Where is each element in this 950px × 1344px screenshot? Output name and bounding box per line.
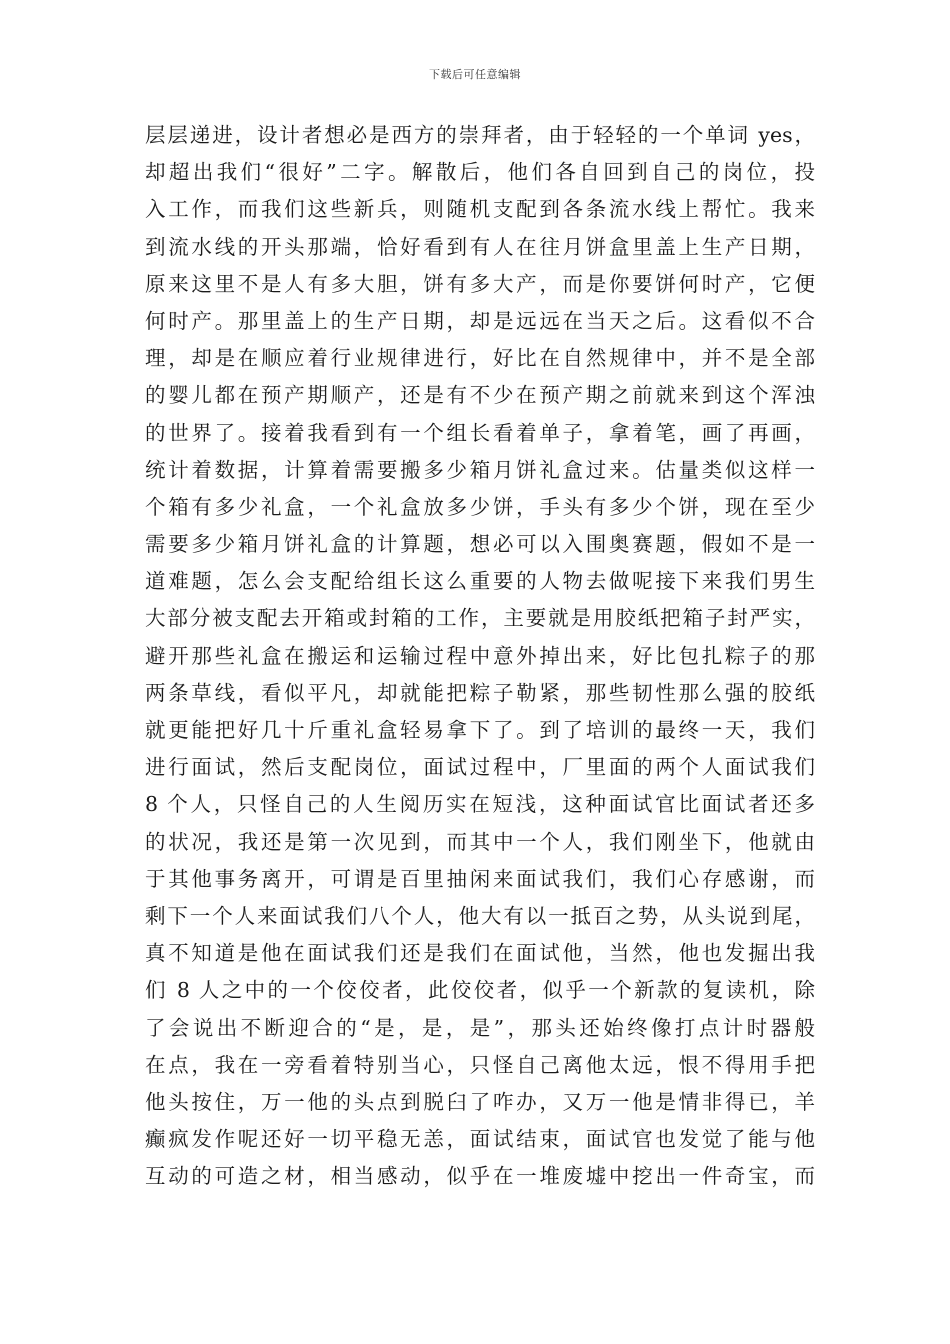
text-line: 癫疯发作呢还好一切平稳无恙，面试结束，面试官也发觉了能与他 <box>145 1127 815 1152</box>
text-line: 8 个人，只怪自己的人生阅历实在短浅，这种面试官比面试者还多 <box>145 792 815 817</box>
text-line: 的状况，我还是第一次见到，而其中一个人，我们刚坐下，他就由 <box>145 829 815 854</box>
text-line: 们 8 人之中的一个佼佼者，此佼佼者，似乎一个新款的复读机，除 <box>145 978 815 1003</box>
text-line: 就更能把好几十斤重礼盒轻易拿下了。到了培训的最终一天，我们 <box>145 718 815 742</box>
text-line: 个箱有多少礼盒，一个礼盒放多少饼，手头有多少个饼，现在至少 <box>145 494 815 519</box>
text-line: 统计着数据，计算着需要搬多少箱月饼礼盒过来。估量类似这样一 <box>145 457 815 482</box>
text-line: 剩下一个人来面试我们八个人，他大有以一抵百之势，从头说到尾， <box>145 903 815 928</box>
text-line: 大部分被支配去开箱或封箱的工作，主要就是用胶纸把箱子封严实， <box>145 606 815 631</box>
text-line: 进行面试，然后支配岗位，面试过程中，厂里面的两个人面试我们 <box>145 755 815 780</box>
text-line: 却超出我们“很好”二字。解散后，他们各自回到自己的岗位，投 <box>145 160 815 185</box>
text-line: 何时产。那里盖上的生产日期，却是远远在当天之后。这看似不合 <box>145 308 815 333</box>
text-line: 他头按住，万一他的头点到脱臼了咋办，又万一他是情非得已，羊 <box>145 1089 815 1114</box>
text-line: 互动的可造之材，相当感动，似乎在一堆废墟中挖出一件奇宝，而 <box>145 1164 815 1189</box>
text-line: 层层递进，设计者想必是西方的崇拜者，由于轻轻的一个单词 yes， <box>145 123 815 147</box>
text-line: 的婴儿都在预产期顺产，还是有不少在预产期之前就来到这个浑浊 <box>145 383 815 408</box>
text-line: 的世界了。接着我看到有一个组长看着单子，拿着笔，画了再画， <box>145 420 815 445</box>
text-line: 道难题，怎么会支配给组长这么重要的人物去做呢接下来我们男生 <box>145 569 815 594</box>
text-line: 真不知道是他在面试我们还是我们在面试他，当然，他也发掘出我 <box>145 941 815 966</box>
text-line: 入工作，而我们这些新兵，则随机支配到各条流水线上帮忙。我来 <box>145 197 815 222</box>
page-header: 下载后可任意编辑 <box>429 68 521 81</box>
text-line: 在点，我在一旁看着特别当心，只怪自己离他太远，恨不得用手把 <box>145 1052 815 1077</box>
text-line: 两条草线，看似平凡，却就能把粽子勒紧，那些韧性那么强的胶纸 <box>145 680 815 705</box>
body-text <box>145 117 815 1195</box>
text-line: 理，却是在顺应着行业规律进行，好比在自然规律中，并不是全部 <box>145 346 815 371</box>
text-line: 了会说出不断迎合的“是，是，是”，那头还始终像打点计时器般 <box>145 1015 815 1040</box>
text-line: 需要多少箱月饼礼盒的计算题，想必可以入围奥赛题，假如不是一 <box>145 532 815 557</box>
text-line: 原来这里不是人有多大胆，饼有多大产，而是你要饼何时产，它便 <box>145 271 815 296</box>
text-line: 避开那些礼盒在搬运和运输过程中意外掉出来，好比包扎粽子的那 <box>145 643 815 668</box>
text-line: 于其他事务离开，可谓是百里抽闲来面试我们，我们心存感谢，而 <box>145 866 815 891</box>
text-line: 到流水线的开头那端，恰好看到有人在往月饼盒里盖上生产日期， <box>145 234 815 259</box>
